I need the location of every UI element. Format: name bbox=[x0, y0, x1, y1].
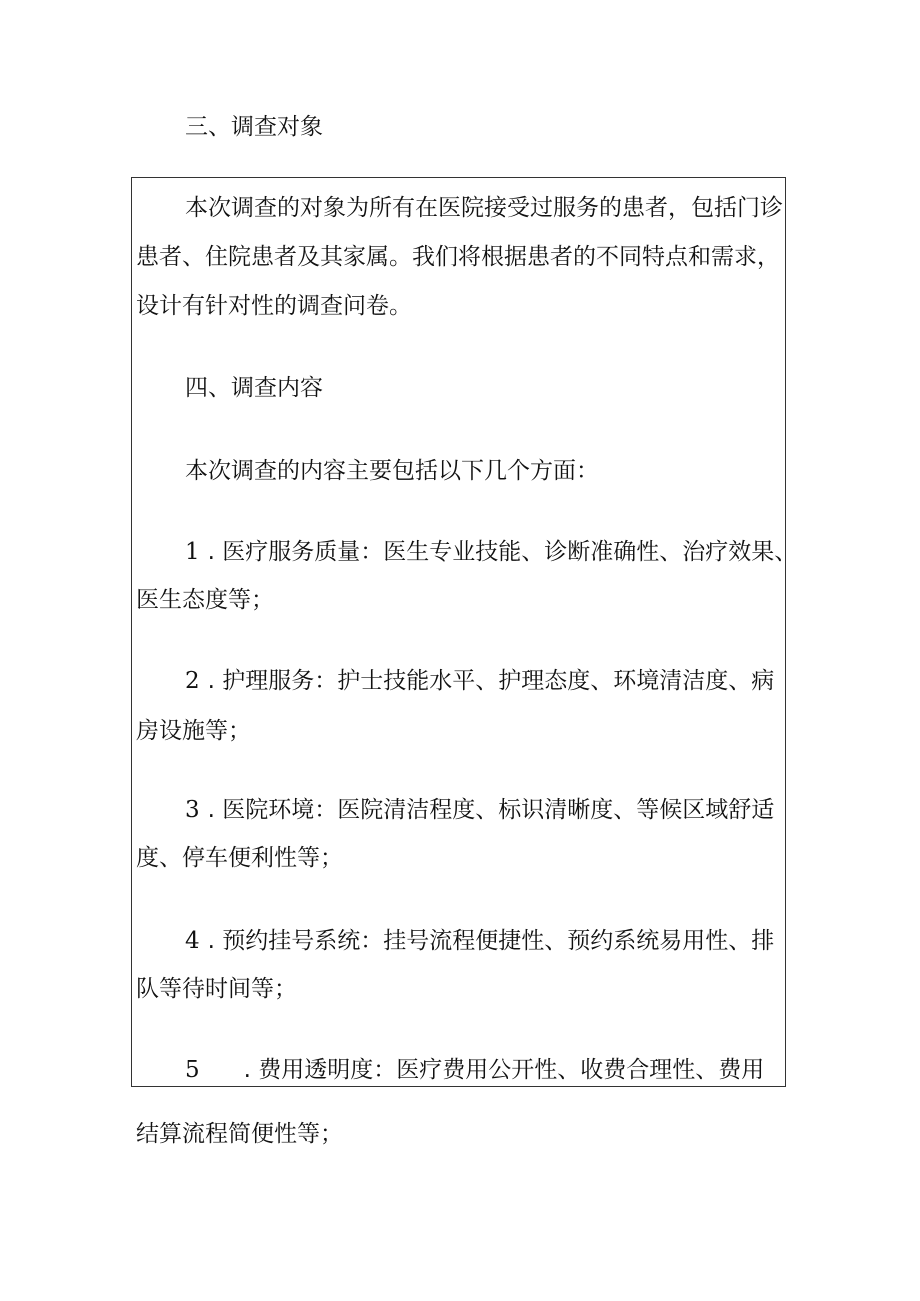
section-4-intro: 本次调查的内容主要包括以下几个方面： bbox=[185, 458, 599, 484]
list-item-5-number: 5 bbox=[185, 1057, 200, 1083]
list-item-4-text: . 预约挂号系统：挂号流程便捷性、预约系统易用性、排 bbox=[207, 928, 775, 954]
section-3-paragraph-line-2: 患者、住院患者及其家属。我们将根据患者的不同特点和需求， bbox=[136, 244, 780, 270]
list-item-1-text: . 医疗服务质量：医生专业技能、诊断准确性、治疗效果、 bbox=[207, 539, 798, 565]
list-item-2-number: 2 bbox=[185, 668, 200, 694]
list-item-5-line-2: 结算流程简便性等； bbox=[136, 1121, 343, 1147]
section-3-paragraph-line-1: 本次调查的对象为所有在医院接受过服务的患者，包括门诊 bbox=[185, 195, 783, 221]
list-item-4-line-2: 队等待时间等； bbox=[136, 976, 297, 1002]
list-item-1-line-2: 医生态度等； bbox=[136, 587, 274, 613]
list-item-3-text: . 医院环境：医院清洁程度、标识清晰度、等候区域舒适 bbox=[207, 797, 775, 823]
list-item-1-number: 1 bbox=[185, 539, 200, 565]
section-3-heading: 三、调查对象 bbox=[185, 114, 323, 140]
list-item-2-line-1 bbox=[185, 666, 774, 696]
list-item-2-text: . 护理服务：护士技能水平、护理态度、环境清洁度、病 bbox=[207, 668, 775, 694]
list-item-5-line-1 bbox=[185, 1055, 764, 1085]
list-item-3-line-2: 度、停车便利性等； bbox=[136, 845, 343, 871]
list-item-5-text: . 费用透明度：医疗费用公开性、收费合理性、费用 bbox=[243, 1057, 765, 1083]
section-4-heading: 四、调查内容 bbox=[185, 375, 323, 401]
list-item-4-number: 4 bbox=[185, 928, 200, 954]
section-3-paragraph-line-3: 设计有针对性的调查问卷。 bbox=[136, 293, 412, 319]
list-item-3-line-1 bbox=[185, 795, 774, 825]
list-item-3-number: 3 bbox=[185, 797, 200, 823]
list-item-4-line-1 bbox=[185, 926, 774, 956]
list-item-2-line-2: 房设施等； bbox=[136, 718, 251, 744]
list-item-1-line-1 bbox=[185, 537, 797, 567]
